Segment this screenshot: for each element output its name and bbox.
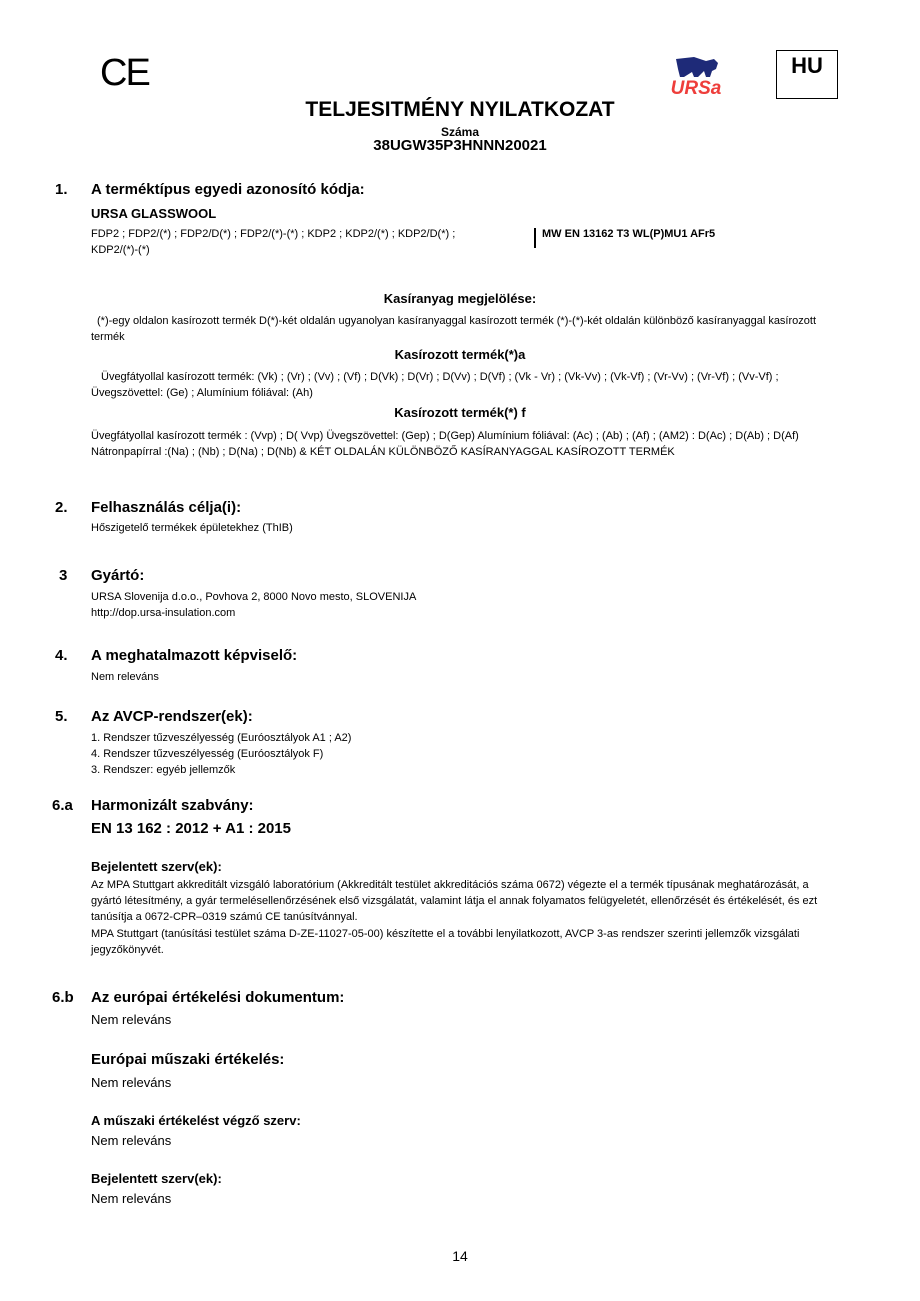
svg-text:URSa: URSa bbox=[670, 78, 722, 97]
page-title: TELJESITMÉNY NYILATKOZAT bbox=[305, 98, 615, 121]
section-heading: Az európai értékelési dokumentum: bbox=[91, 989, 345, 1006]
product-codes: KDP2/(*)-(*) bbox=[91, 244, 150, 256]
manufacturer-link[interactable]: http://dop.ursa-insulation.com bbox=[91, 607, 236, 619]
paragraph: (*)-egy oldalon kasírozott termék D(*)-két oldalán ugyanolyan kasíranyaggal kasírozott termék (*)-(*)-két oldalán különböző kasíranyaggal kasírozott termék bbox=[91, 315, 817, 343]
language-box: HU bbox=[776, 50, 838, 99]
section-number: 6.b bbox=[52, 989, 74, 1006]
section-number: 5. bbox=[55, 708, 68, 725]
subheading: Kasírozott termék(*) f bbox=[394, 405, 526, 420]
number-label: Száma bbox=[440, 125, 480, 139]
paragraph: Nem releváns bbox=[91, 1133, 172, 1148]
subheading: A műszaki értékelést végző szerv: bbox=[91, 1113, 301, 1128]
section-number: 6.a bbox=[52, 797, 73, 814]
subheading: Európai műszaki értékelés: bbox=[91, 1051, 285, 1068]
section-heading: A meghatalmazott képviselő: bbox=[91, 647, 298, 664]
ursa-logo bbox=[662, 55, 730, 102]
subheading: Kasírozott termék(*)a bbox=[394, 347, 526, 362]
paragraph: Az MPA Stuttgart akkreditált vizsgáló laboratórium (Akkreditált testület akkreditációs száma 0672) végezte el a termék típusának meghatározását, a gyártó létesítmény, a gyár termelésellenőrzésének első vizsgálatát, valamint látja el annak folyamatos felügyeletét, ellenőrzését és értékelését, és ezt tanúsítja a 0672-CPR–0319 számú CE tanúsítvánnyal. bbox=[91, 879, 818, 923]
subheading: Bejelentett szerv(ek): bbox=[91, 1171, 222, 1186]
section-number: 3 bbox=[59, 567, 68, 584]
bear-logo-icon bbox=[662, 55, 730, 97]
paragraph: Nem releváns bbox=[91, 1075, 172, 1090]
list-item: 4. Rendszer tűzveszélyesség (Euróosztályok F) bbox=[91, 748, 324, 760]
paragraph: Nem releváns bbox=[91, 671, 159, 683]
document-number: 38UGW35P3HNNN20021 bbox=[373, 137, 547, 154]
page-number: 14 bbox=[452, 1248, 468, 1264]
product-spec: MW EN 13162 T3 WL(P)MU1 AFr5 bbox=[542, 228, 716, 240]
section-number: 1. bbox=[55, 181, 68, 198]
ce-mark-icon: CE bbox=[100, 52, 149, 94]
subheading: Kasíranyag megjelölése: bbox=[383, 291, 537, 306]
product-codes: FDP2 ; FDP2/(*) ; FDP2/D(*) ; FDP2/(*)-(*) ; KDP2 ; KDP2/(*) ; KDP2/D(*) ; bbox=[91, 228, 456, 240]
section-number: 2. bbox=[55, 499, 68, 516]
paragraph: MPA Stuttgart (tanúsítási testület száma D-ZE-11027-05-00) készítette el a további lenyilatkozott, AVCP 3-as rendszer szerinti jellemzők vizsgálati jegyzőkönyvét. bbox=[91, 928, 800, 956]
section-heading: Felhasználás célja(i): bbox=[91, 499, 242, 516]
list-item: 1. Rendszer tűzveszélyesség (Euróosztályok A1 ; A2) bbox=[91, 732, 352, 744]
section-heading: A terméktípus egyedi azonosító kódja: bbox=[91, 181, 365, 198]
paragraph: Nem releváns bbox=[91, 1191, 172, 1206]
paragraph: Hőszigetelő termékek épületekhez (ThIB) bbox=[91, 522, 293, 534]
subheading: Bejelentett szerv(ek): bbox=[91, 859, 222, 874]
product-name: URSA GLASSWOOL bbox=[91, 206, 217, 221]
paragraph: URSA Slovenija d.o.o., Povhova 2, 8000 Novo mesto, SLOVENIJA bbox=[91, 591, 417, 603]
section-heading: Harmonizált szabvány: bbox=[91, 797, 254, 814]
list-item: 3. Rendszer: egyéb jellemzők bbox=[91, 764, 236, 776]
section-heading: Gyártó: bbox=[91, 567, 145, 584]
paragraph: Üvegfátyollal kasírozott termék: (Vk) ; (Vr) ; (Vv) ; (Vf) ; D(Vk) ; D(Vr) ; D(Vv) ; D(Vf) ; (Vk - Vr) ; (Vk-Vv) ; (Vk-Vf) ; (Vr-Vv) ; (Vr-Vf) ; (Vv-Vf) ; Üvegszövettel: (Ge) ; Alumínium fóliával: (Ah) bbox=[91, 371, 779, 399]
paragraph: Nem releváns bbox=[91, 1012, 172, 1027]
section-heading: Az AVCP-rendszer(ek): bbox=[91, 708, 253, 725]
section-number: 4. bbox=[55, 647, 68, 664]
divider bbox=[534, 228, 536, 248]
standard: EN 13 162 : 2012 + A1 : 2015 bbox=[91, 820, 291, 837]
paragraph: Üvegfátyollal kasírozott termék : (Vvp) ; D( Vvp) Üvegszövettel: (Gep) ; D(Gep) Alumínium fóliával: (Ac) ; (Ab) ; (Af) ; (AM2) : D(Ac) ; D(Ab) ; D(Af) Nátronpapírral :(Na) ; (Nb) ; D(Na) ; D(Nb) & KÉT OLDALÁN KÜLÖNBÖZŐ KASÍRANYAGGAL KASÍROZOTT TERMÉK bbox=[91, 430, 799, 458]
